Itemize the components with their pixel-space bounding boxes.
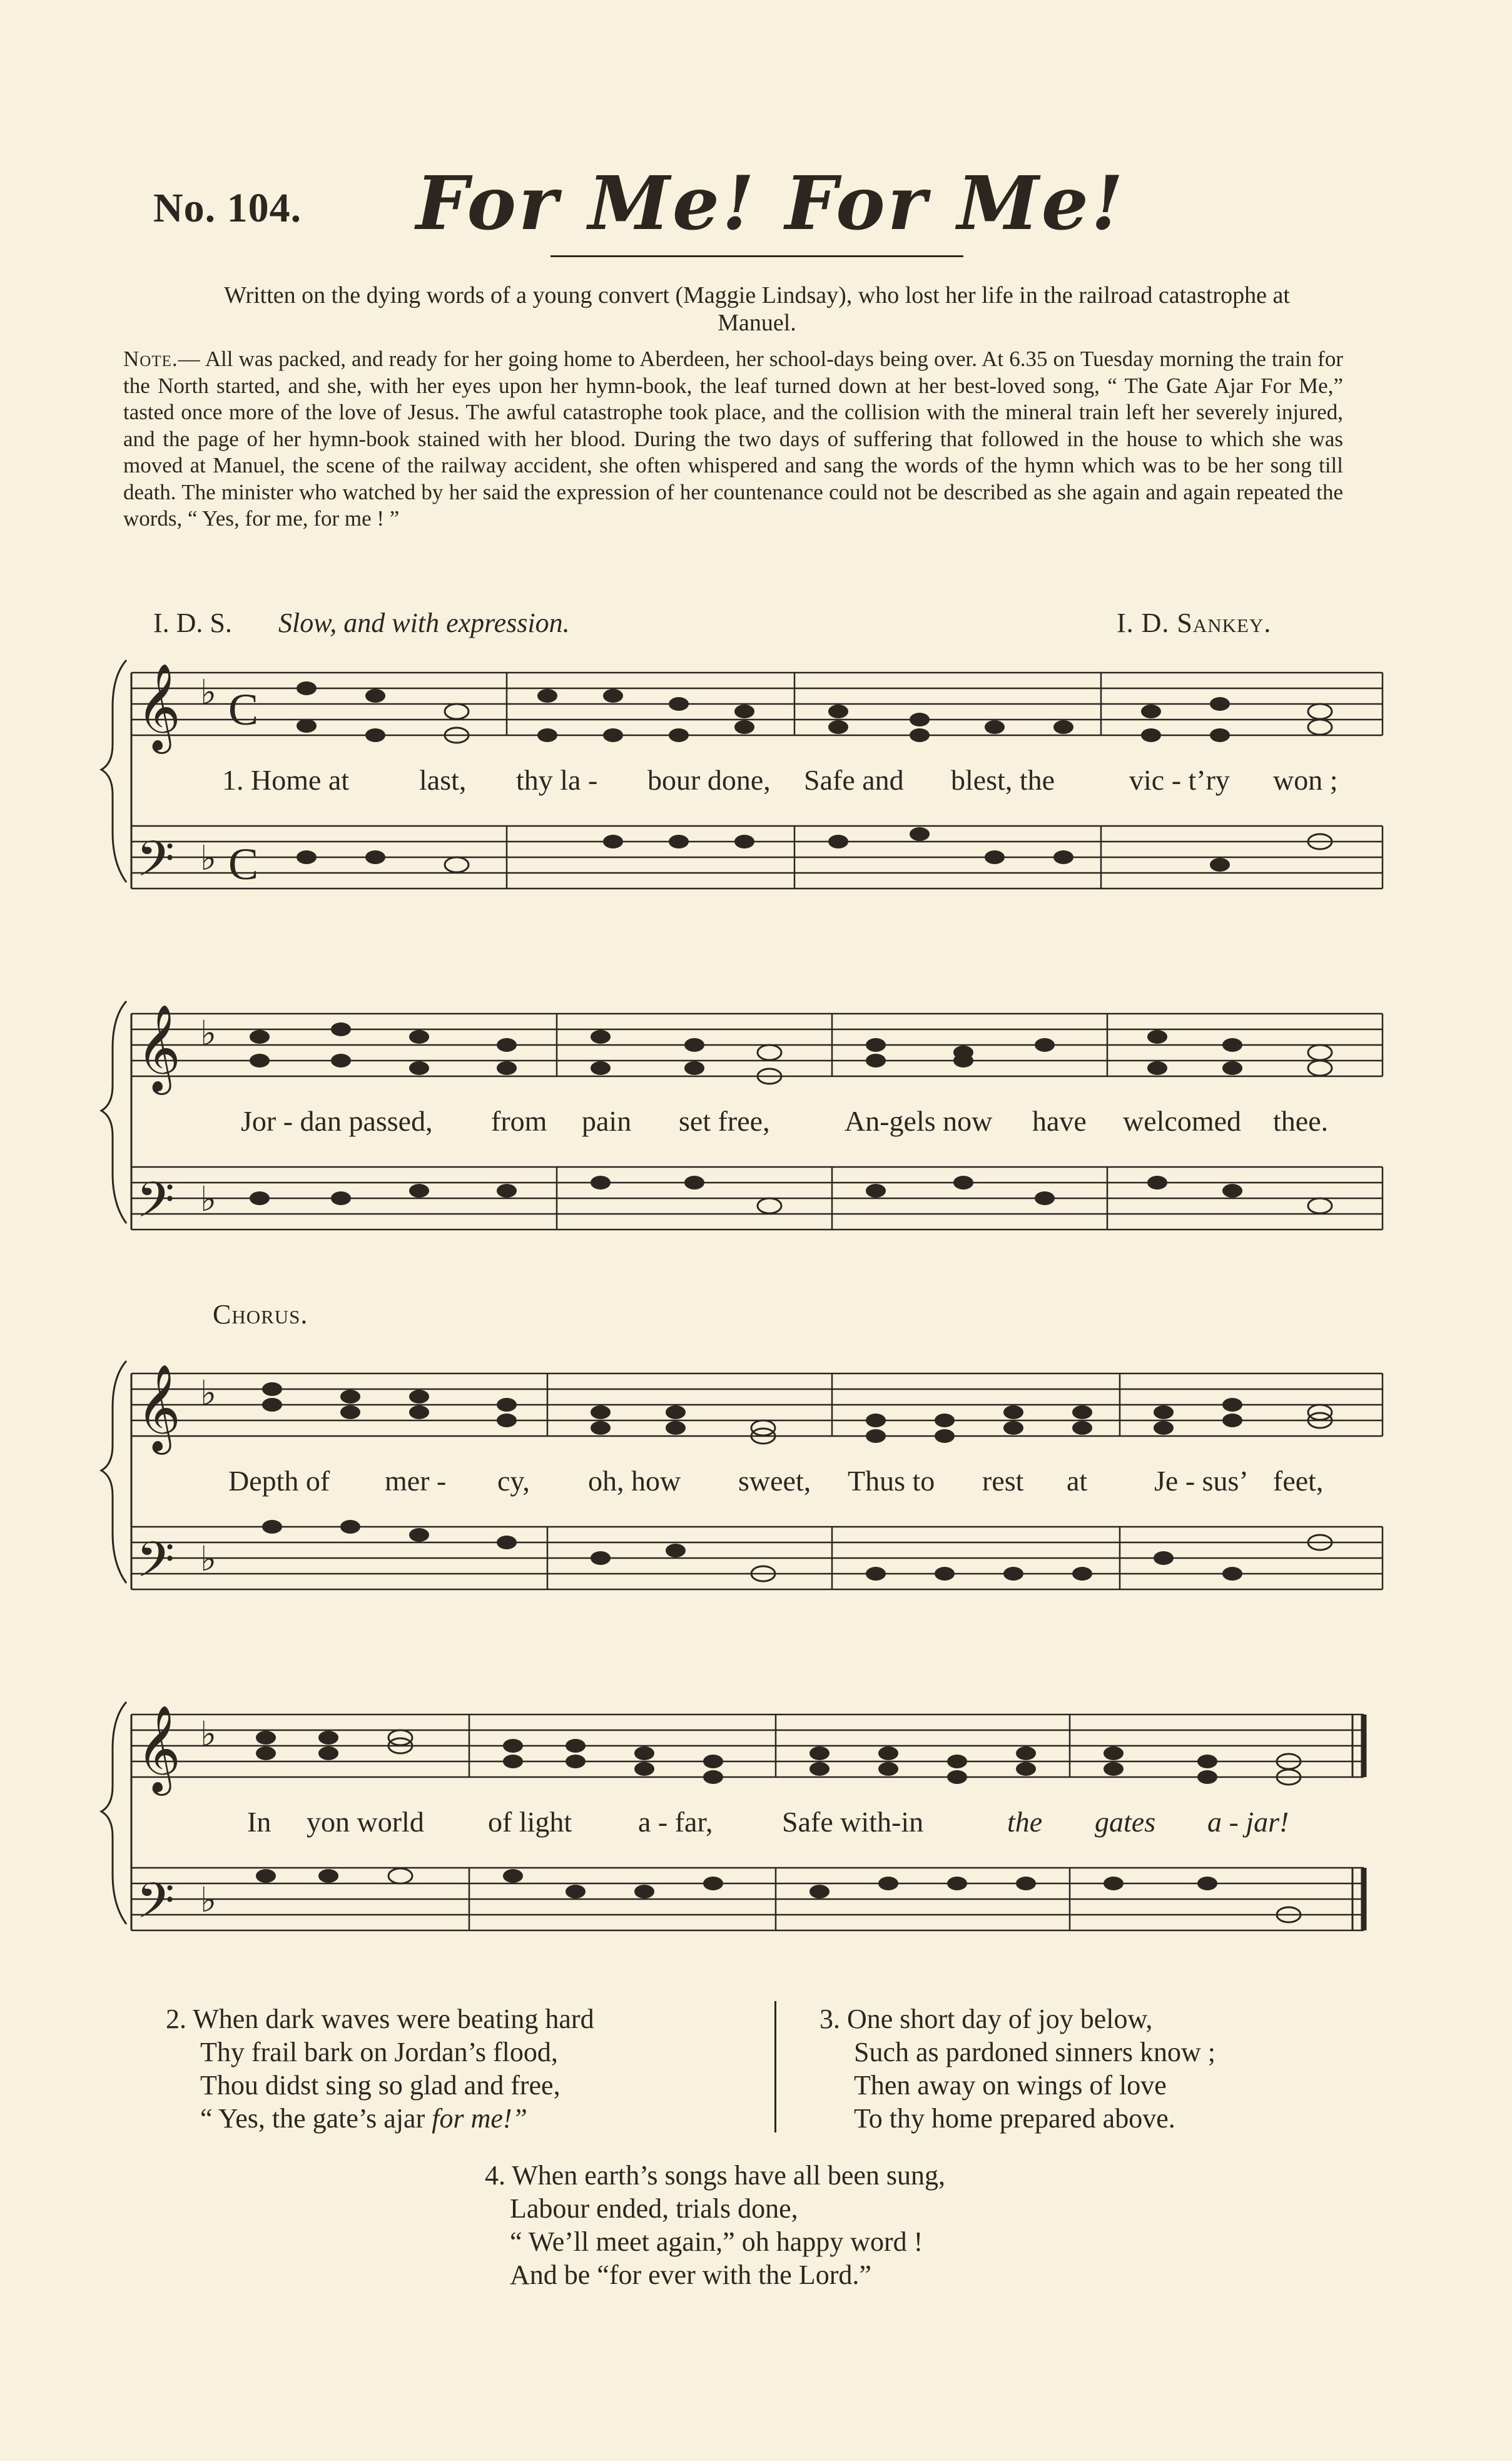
verse-2 — [166, 2002, 594, 2135]
svg-text:𝄞: 𝄞 — [136, 1364, 181, 1451]
historical-note — [123, 346, 1343, 532]
svg-text:𝄞: 𝄞 — [136, 663, 181, 750]
lyric-2-7: welcomed — [1123, 1105, 1242, 1137]
lyric-4-3: of light — [488, 1806, 572, 1838]
svg-text:𝄢: 𝄢 — [136, 1172, 175, 1241]
svg-text:♭: ♭ — [200, 1179, 216, 1219]
lyric-3-4: oh, how — [588, 1465, 681, 1497]
lyric-1-1: 1. Home at — [222, 764, 350, 796]
svg-text:𝄢: 𝄢 — [136, 1873, 175, 1942]
verse-3-line-4: To thy home prepared above. — [854, 2103, 1175, 2134]
svg-text:♭: ♭ — [200, 1880, 216, 1920]
verse-4-line-1: 4. When earth’s songs have all been sung, — [485, 2160, 946, 2191]
verse-2-line-4: “ Yes, the gate’s ajar — [200, 2103, 425, 2134]
music-system-1 — [94, 645, 1395, 907]
chorus-label: Chorus. — [213, 1299, 308, 1330]
verse-4-line-3: “ We’ll meet again,” oh happy word ! — [510, 2226, 923, 2257]
lyric-4-8: a - jar! — [1207, 1806, 1289, 1838]
author-credit: I. D. S. — [153, 608, 232, 638]
lyric-3-5: sweet, — [738, 1465, 811, 1497]
verse-2-line-3: Thou didst sing so glad and free, — [200, 2070, 561, 2101]
verse-4-line-2: Labour ended, trials done, — [510, 2193, 798, 2224]
lyric-2-2: from — [491, 1105, 547, 1137]
lyric-1-7: vic - t’ry — [1129, 764, 1230, 796]
title-rule — [551, 255, 963, 257]
music-system-2 — [94, 986, 1395, 1248]
lyric-4-1: In — [247, 1806, 271, 1838]
verse-3 — [819, 2002, 1215, 2135]
lyric-3-6: Thus to — [848, 1465, 935, 1497]
lyric-1-2: last, — [419, 764, 467, 796]
verse-2-line-4-tail: for me!” — [432, 2103, 528, 2134]
svg-text:♭: ♭ — [200, 1373, 216, 1413]
svg-text:♭: ♭ — [200, 672, 216, 712]
svg-text:♭: ♭ — [200, 1539, 216, 1579]
lyric-4-7: gates — [1095, 1806, 1156, 1838]
svg-text:♭: ♭ — [200, 1013, 216, 1053]
music-system-3 — [94, 1345, 1395, 1608]
lyric-1-4: bour done, — [647, 764, 771, 796]
tempo-marking: Slow, and with expression. — [278, 608, 570, 638]
lyric-3-3: cy, — [497, 1465, 530, 1497]
lyric-1-5: Safe and — [804, 764, 904, 796]
svg-text:C: C — [228, 839, 259, 889]
lyric-2-1: Jor - dan passed, — [241, 1105, 433, 1137]
verse-3-line-3: Then away on wings of love — [854, 2070, 1167, 2101]
svg-text:C: C — [228, 685, 259, 735]
lyric-4-4: a - far, — [638, 1806, 713, 1838]
lyric-3-7: rest — [982, 1465, 1024, 1497]
verse-4-line-4: And be “for ever with the Lord.” — [510, 2260, 871, 2290]
note-label: Note.— — [123, 347, 201, 371]
verse-divider — [774, 2001, 776, 2132]
hymn-title: For Me! For Me! — [416, 160, 1126, 247]
verse-3-line-2: Such as pardoned sinners know ; — [854, 2037, 1216, 2067]
verse-3-line-1: 3. One short day of joy below, — [819, 2004, 1153, 2034]
svg-text:𝄢: 𝄢 — [136, 831, 175, 900]
lyric-2-6: have — [1032, 1105, 1087, 1137]
svg-text:𝄞: 𝄞 — [136, 1705, 181, 1792]
verse-2-line-2: Thy frail bark on Jordan’s flood, — [200, 2037, 558, 2067]
svg-text:𝄢: 𝄢 — [136, 1532, 175, 1601]
lyric-2-8: thee. — [1273, 1105, 1329, 1137]
hymn-header — [153, 160, 1342, 247]
composer-credit: I. D. Sankey. — [1117, 608, 1272, 638]
lyric-2-4: set free, — [679, 1105, 770, 1137]
svg-text:𝄞: 𝄞 — [136, 1004, 181, 1091]
lyric-1-8: won ; — [1273, 764, 1338, 796]
verse-2-line-1: 2. When dark waves were beating hard — [166, 2004, 594, 2034]
hymn-number: No. 104. — [153, 185, 302, 231]
music-system-4 — [94, 1686, 1395, 1962]
lyric-2-5: An-gels now — [845, 1105, 993, 1137]
lyric-3-10: feet, — [1273, 1465, 1324, 1497]
lyric-2-3: pain — [582, 1105, 632, 1137]
lyric-4-5: Safe with-in — [782, 1806, 924, 1838]
lyric-1-6: blest, the — [951, 764, 1055, 796]
score-system-4 — [94, 1686, 1395, 1962]
subtitle: Written on the dying words of a young convert (Maggie Lindsay), who lost her life in the railroad catastrophe at Manuel. — [224, 282, 1290, 336]
lyric-3-1: Depth of — [228, 1465, 330, 1497]
lyric-3-2: mer - — [385, 1465, 447, 1497]
note-text: All was packed, and ready for her going home to Aberdeen, her school-days being over. At 6.35 on Tuesday morning the train for the North started, and she, with her eyes upon her hymn-book, the leaf turned down at her best-loved song, “ The Gate Ajar For Me,” tasted once more of the love of Jesus. The awful catastrophe took place, and the collision with the mineral train left her severely injured, and the page of her hymn-book stained with her blood. During the two days of suffering that followed in the house to which she was moved at Manuel, the scene of the railway accident, she often whispered and sang the words of the hymn which was to be her song till death. The minister who watched by her said the expression of her countenance could not be described as she again and again repeated the words, “ Yes, for me, for me ! ” — [123, 347, 1343, 531]
svg-text:♭: ♭ — [200, 1714, 216, 1754]
lyric-1-3: thy la - — [516, 764, 598, 796]
svg-text:♭: ♭ — [200, 838, 216, 878]
lyric-4-6: the — [1007, 1806, 1043, 1838]
lyric-4-2: yon world — [307, 1806, 424, 1838]
lyric-3-8: at — [1067, 1465, 1088, 1497]
verse-4 — [485, 2159, 945, 2291]
lyric-3-9: Je - sus’ — [1154, 1465, 1249, 1497]
